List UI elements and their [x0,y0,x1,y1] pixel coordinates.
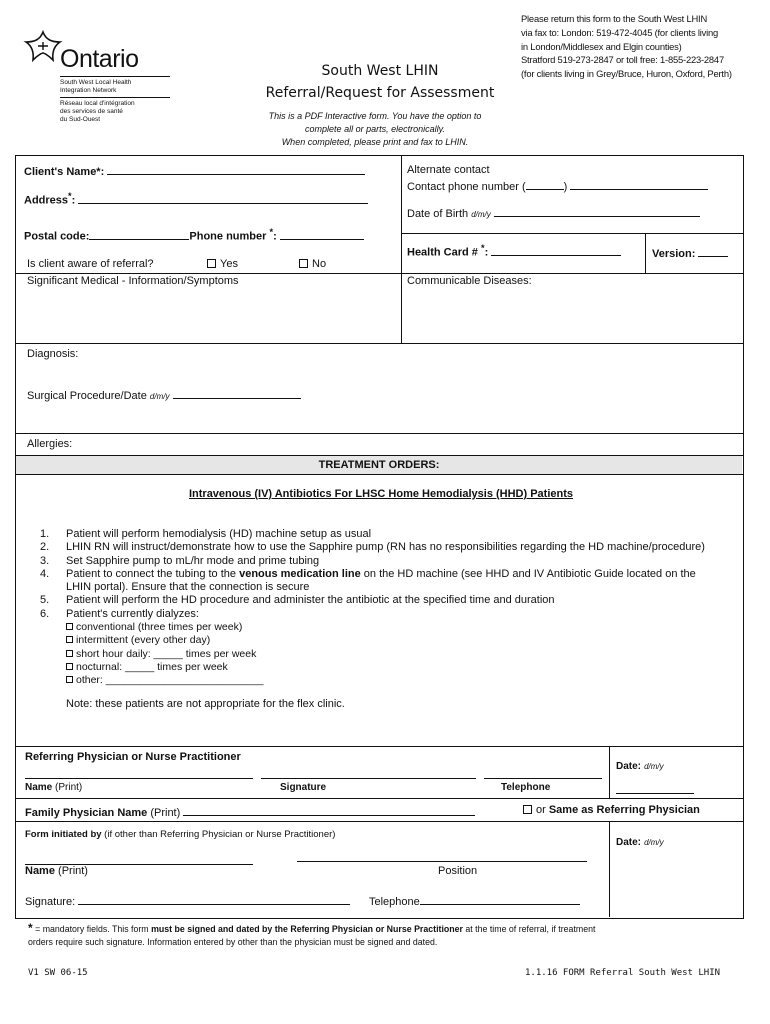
surgical-date-input[interactable] [173,387,301,399]
referring-name-label: Name (Print) [25,782,83,793]
option-conventional[interactable]: conventional (three times per week) [66,621,740,634]
aware-yes-checkbox[interactable] [207,259,216,268]
flex-clinic-note: Note: these patients are not appropriate for the flex clinic. [66,697,345,710]
option-other[interactable]: other: ___________________________ [66,674,740,687]
list-item: LHIN portal). Ensure that the connection is secure [66,581,310,594]
dob-row: Date of Birth d/m/y [407,205,700,220]
health-card-row: Health Card # *: [407,243,621,259]
family-physician-input[interactable] [183,804,475,816]
treatment-heading: TREATMENT ORDERS: [318,459,440,471]
option-short-hour-daily[interactable]: short hour daily: _____ times per week [66,648,740,661]
aware-no-checkbox[interactable] [299,259,308,268]
contact-area-code-input[interactable] [526,178,564,190]
referring-signature-label: Signature [280,782,327,793]
contact-phone-row: Contact phone number ( ) [407,178,708,193]
mandatory-note: * = mandatory fields. This form must be signed and dated by the Referring Physician or Nurse Practitioner at the time of referral, if treatment orders require such signature. Information entered by other than the physician must be signed and dated. [28,921,596,947]
client-aware-row: Is client aware of referral? Yes No [27,258,327,270]
referring-telephone-label: Telephone [501,782,551,793]
list-item: 5. Patient will perform the HD procedure and administer the antibiotic at the specified time and duration [40,594,555,607]
aware-yes-option[interactable]: Yes [207,258,238,270]
version-input[interactable] [698,245,728,257]
list-item: 1. Patient will perform hemodialysis (HD) machine setup as usual [40,528,372,540]
initiated-position-input[interactable] [297,861,587,862]
address-row: Address*: [24,191,368,207]
family-physician-row: Family Physician Name (Print) [25,804,475,819]
checkbox[interactable] [66,676,73,683]
communicable-label: Communicable Diseases: [407,275,532,287]
checkbox[interactable] [66,663,73,670]
health-card-input[interactable] [491,244,621,256]
ontario-logo [22,28,172,133]
form-id: 1.1.16 FORM Referral South West LHIN [525,968,721,978]
list-item: 6. Patient's currently dialyzes: [40,607,199,620]
surgical-row: Surgical Procedure/Date d/m/y [27,387,301,402]
org-name-fr: Réseau local d'intégration des services de santé du Sud-Ouest [60,100,135,123]
checkbox[interactable] [66,650,73,657]
checkbox[interactable] [66,636,73,643]
treatment-subheading: Intravenous (IV) Antibiotics For LHSC Home Hemodialysis (HHD) Patients [188,488,574,500]
fax-instructions: Please return this form to the South West LHIN via fax to: London: 519-472-4045 (for clients living in London/Middlesex and Elgin counties) Stratford 519-273-2847 or toll free: 1-855-223-2847 (for clients living in Grey/Bruce, Huron, Oxford, Perth) [521,13,732,80]
client-name-input[interactable] [107,163,365,175]
initiated-date: Date: d/m/y [616,837,664,848]
interactive-form-note: This is a PDF Interactive form. You have the option to complete all or parts, electronically. When completed, please print and fax to LHIN. [268,111,482,147]
initiated-telephone-input[interactable] [420,893,580,905]
client-name-row: Client's Name*: [24,163,365,178]
same-as-referring-option[interactable]: or Same as Referring Physician [523,804,700,816]
ontario-wordmark: Ontario [60,45,139,73]
form-title: South West LHIN Referral/Request for Assessment [265,63,495,101]
initiated-name-label: Name (Print) [25,865,88,877]
allergies-label: Allergies: [27,438,73,450]
org-name-en: South West Local Health Integration Network [60,79,132,94]
trillium-icon [22,28,64,70]
referring-heading: Referring Physician or Nurse Practitioner [25,751,241,763]
alternate-contact-label: Alternate contact [407,164,490,176]
referring-signature-input[interactable] [261,778,476,779]
treatment-list [40,528,740,711]
contact-phone-input[interactable] [570,178,708,190]
checkbox[interactable] [66,623,73,630]
referring-name-input[interactable] [25,778,253,779]
diagnosis-label: Diagnosis: [27,348,79,360]
initiated-telephone-row: Telephone [369,893,580,908]
postal-code-input[interactable] [89,228,189,240]
option-intermittent[interactable]: intermittent (every other day) [66,634,740,647]
version-row: Version: [652,245,728,260]
referring-date-line[interactable] [616,793,694,794]
initiated-signature-row: Signature: [25,893,350,908]
list-item: 4. Patient to connect the tubing to the venous medication line on the HD machine (see HHD and IV Antibiotic Guide located on the [40,567,696,580]
initiated-position-label: Position [438,865,478,877]
postal-phone-row: Postal code: Phone number *: [24,227,364,243]
aware-no-option[interactable]: No [299,258,326,270]
referring-date: Date: d/m/y [616,761,664,772]
phone-number-input[interactable] [280,228,364,240]
referring-telephone-input[interactable] [484,778,602,779]
form-version: V1 SW 06-15 [28,968,88,978]
option-nocturnal[interactable]: nocturnal: _____ times per week [66,661,740,674]
medical-info-label: Significant Medical - Information/Symptoms [27,275,239,287]
initiated-by-row: Form initiated by (if other than Referring Physician or Nurse Practitioner) [25,829,336,840]
dob-input[interactable] [494,205,700,217]
list-item: 2. LHIN RN will instruct/demonstrate how to use the Sapphire pump (RN has no responsibilities regarding the HD machine/procedure) [40,541,705,554]
same-as-referring-checkbox[interactable] [523,805,532,814]
initiated-signature-input[interactable] [78,893,350,905]
address-input[interactable] [78,192,368,204]
dialysis-options [40,621,740,687]
list-item: 3. Set Sapphire pump to mL/hr mode and prime tubing [40,554,320,567]
